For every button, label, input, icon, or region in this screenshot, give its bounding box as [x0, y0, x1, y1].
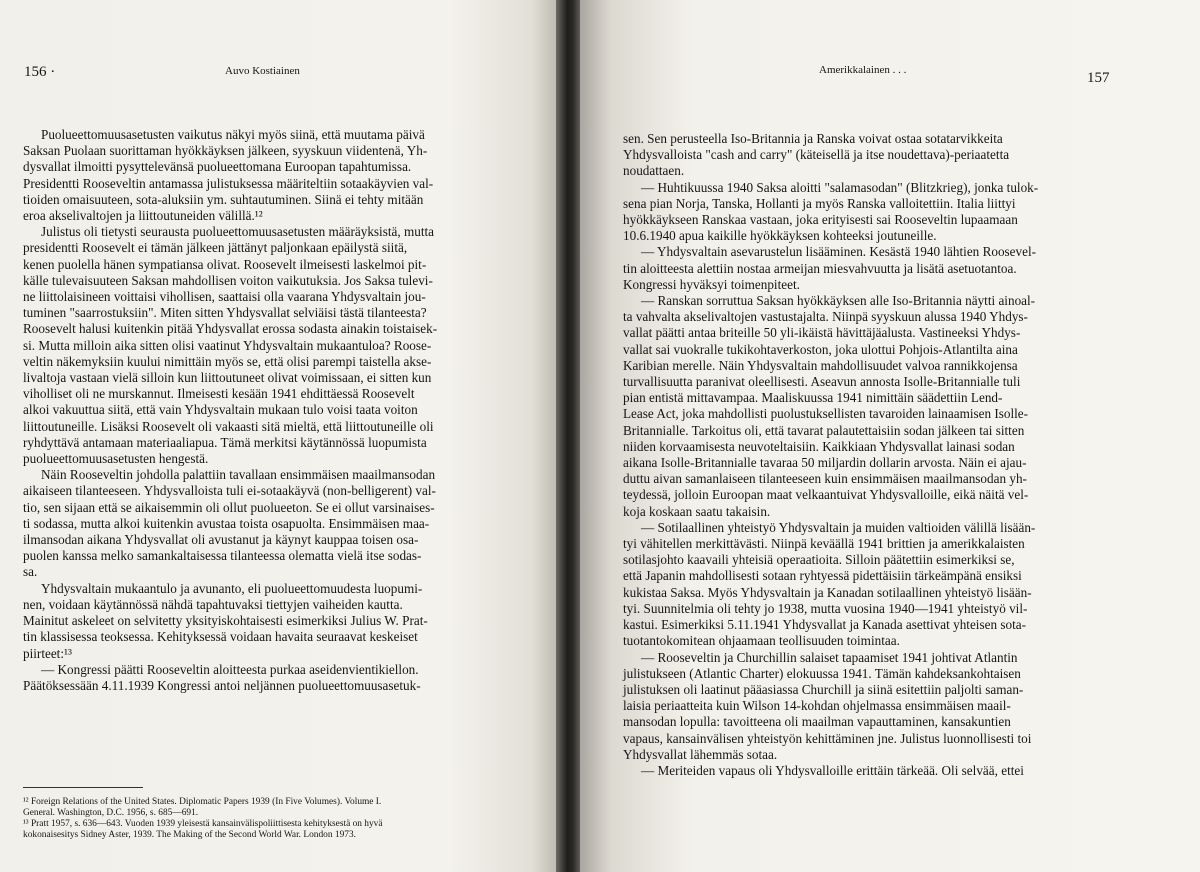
text-line: veltin näkemyksiin kuului nimittäin myös se, että olisi parempi taistella akse- — [23, 353, 432, 369]
text-line: vallat päätti antaa briteille 50 yli-ikäistä hävittäjäalusta. Vastineeksi Yhdys- — [623, 325, 1021, 341]
text-line: noudattaen. — [623, 163, 685, 179]
text-line: Yhdysvaltain mukaantulo ja avunanto, eli puolueettomuudesta luopumi- — [41, 580, 423, 596]
text-line: tyi. Suunnitelmia oli tehty jo 1938, mutta vuosina 1940—1941 yhteistyö vil- — [623, 600, 1028, 616]
footnote-line: kokonaisesitys Sidney Aster, 1939. The Making of the Second World War. London 1973. — [23, 830, 356, 840]
text-line: — Yhdysvaltain asevarustelun lisääminen. Kesästä 1940 lähtien Roosevel- — [641, 244, 1037, 260]
text-line: piirteet:¹³ — [23, 645, 72, 661]
text-line: — Kongressi päätti Rooseveltin aloitteesta purkaa aseidenvientikiellon. — [41, 661, 419, 677]
text-line: — Sotilaallinen yhteistyö Yhdysvaltain ja muiden valtioiden välillä lisään- — [641, 519, 1036, 535]
text-line: — Ranskan sorruttua Saksan hyökkäyksen alle Iso-Britannia näytti ainoal- — [641, 293, 1036, 309]
text-line: sena pian Norja, Tanska, Hollanti ja myös Ranska valloitettiin. Italia liittyi — [623, 195, 1016, 211]
text-line: — Rooseveltin ja Churchillin salaiset tapaamiset 1941 johtivat Atlantin — [641, 649, 1018, 665]
text-line: nen, voidaan käytännössä nähdä tapahtuvaksi tiettyjen vaiheiden kautta. — [23, 596, 403, 612]
text-line: teydessä, jolloin Euroopan maat velkaantuivat Yhdysvalloille, eikä näitä vel- — [623, 487, 1029, 503]
text-line: Karibian merelle. Näin Yhdysvaltain mahdollisuudet valvoa rannikkojensa — [623, 357, 1018, 373]
text-line: laisia periaatteita kuin Wilson 14-kohdan ohjelmassa ensimmäisen maail- — [623, 698, 1011, 714]
text-line: Puolueettomuusasetusten vaikutus näkyi myös siinä, että muutama päivä — [41, 127, 425, 142]
text-line: ne liittolaisineen voittaisi vihollisen, saattaisi olla vaarana Yhdysvaltain jou- — [23, 289, 426, 305]
text-line: 10.6.1940 apua kaikille hyökkäyksen kohteeksi joutuneille. — [623, 228, 937, 244]
text-line: tioiden omaisuuteen, sota-aluksiin ym. suhtautuminen. Siinä ei tehty mitään — [23, 191, 424, 207]
text-line: tin klassisessa teoksessa. Kehityksessä voidaan havaita seuraavat keskeiset — [23, 629, 418, 645]
text-line: Näin Rooseveltin johdolla palattiin tavallaan ensimmäisen maailmansodan — [41, 467, 436, 483]
text-line: kenen puolella hänen sympatiansa olivat. Roosevelt ilmeisesti laskelmoi pit- — [23, 256, 427, 272]
footnote-rule — [23, 787, 143, 788]
right-page — [580, 0, 1200, 872]
text-line: sa. — [23, 564, 38, 580]
text-line: tuminen "saarrostuksiin". Miten sitten Yhdysvallat selviäisi tästä tilanteesta? — [23, 305, 427, 321]
text-line: Yhdysvallat lähemmäs sotaa. — [623, 746, 778, 762]
text-line: pian entistä mittavampaa. Maaliskuussa 1941 nimittäin säädettiin Lend- — [623, 390, 1003, 406]
text-line: kastui. Esimerkiksi 5.11.1941 Yhdysvallat ja Kanada asettivat yhteisen sota- — [623, 617, 1026, 633]
footnote-line: ¹³ Pratt 1957, s. 636—643. Vuoden 1939 yleisestä kansainvälispoliittisesta kehityksestä on hyvä — [23, 819, 383, 829]
text-line: ryhdyttävä antamaan materiaaliapua. Tämä merkitsi käytännössä luopumista — [23, 434, 427, 450]
text-line: Mainitut askeleet on selvitetty yksityiskohtaisesti esimerkiksi Julius W. Prat- — [23, 613, 428, 629]
text-line: Julistus oli tietysti seurausta puolueettomuusasetusten määräyksistä, mutta — [41, 224, 434, 240]
text-line: Kongressi hyväksyi toimenpiteet. — [623, 276, 800, 292]
text-line: mansodan lopulla: tavoitteena oli maailman vapauttaminen, kansakuntien — [623, 714, 1011, 730]
footnotes — [23, 797, 503, 841]
text-line: liittoutuneille. Lisäksi Roosevelt oli vakaasti sitä mieltä, että liittoutuneille oli — [23, 418, 434, 434]
text-line: aikaiseen tilanteeseen. Yhdysvalloista tuli ei-sotaakäyvä (non-belligerent) val- — [23, 483, 436, 499]
text-line: vallat sai vuokralle tukikohtaverkoston, joka ulottui Pohjois-Atlantilta aina — [623, 341, 1018, 357]
text-line: ta vahvalta akselivaltojen vastustajalta. Niinpä syyskuun alussa 1940 Yhdys- — [623, 309, 1028, 325]
text-line: puolen kanssa melko samankaltaisessa tilanteessa olematta vielä itse sodas- — [23, 548, 422, 564]
text-line: Lease Act, joka mahdollisti puolustuksellisten tavaroiden lainaamisen Isolle- — [623, 406, 1029, 422]
text-line: turvallisuutta paranivat oleellisesti. Aseavun annosta Isolle-Britannialle tuli — [623, 374, 1021, 390]
text-line: julistuksen oli laatinut pääasiassa Churchill ja siinä esitettiin paljolti saman- — [623, 681, 1024, 697]
running-head: Auvo Kostiainen — [225, 65, 300, 77]
text-line: Britannialle. Tarkoitus oli, että tavarat palautettaisiin sodan jälkeen tai sitten — [623, 422, 1025, 438]
text-line: presidentti Roosevelt ei tämän jälkeen jättänyt paljonkaan epäilystä siitä, — [23, 240, 408, 256]
text-line: tyi vähitellen merkittävästi. Niinpä keväällä 1941 brittien ja amerikkalaisten — [623, 536, 1025, 552]
text-line: Saksan Puolaan suorittaman hyökkäyksen jälkeen, syyskuun viidentenä, Yh- — [23, 143, 428, 159]
text-line: tuotantokomitean ohjaamaan teollisuuden toimintaa. — [623, 633, 900, 649]
text-line: koja koskaan saatu takaisin. — [623, 503, 771, 519]
footnote-line: General. Washington, D.C. 1956, s. 685—691. — [23, 808, 199, 818]
footnote-line: ¹² Foreign Relations of the United States. Diplomatic Papers 1939 (In Five Volumes). Volume I. — [23, 797, 382, 807]
text-line: eroa akselivaltojen ja liittoutuneiden välillä.¹² — [23, 208, 263, 224]
text-line: — Meriteiden vapaus oli Yhdysvalloille erittäin tärkeää. Oli selvää, ettei — [641, 762, 1024, 778]
text-line: puolueettomuusasetusten hengestä. — [23, 451, 209, 467]
text-line: — Huhtikuussa 1940 Saksa aloitti "salamasodan" (Blitzkrieg), jonka tulok- — [641, 179, 1039, 195]
text-line: tin aloitteesta alettiin nostaa armeijan miesvahvuutta ja lisätä asetuotantoa. — [623, 260, 1017, 276]
text-line: tio, sen sijaan että se aikaisemmin oli ollut puolueeton. Se ei ollut varsinaises- — [23, 499, 435, 515]
text-line: duttu aivan samanlaiseen tilanteeseen kuin ensimmäisen maailmansodan yh- — [623, 471, 1027, 487]
text-line: ilmansodan aikana Yhdysvallat oli avustanut ja käynyt kauppaa toisen osa- — [23, 532, 419, 548]
running-head: Amerikkalainen . . . — [819, 64, 907, 76]
text-line: vapaus, kansainvälisen yhteistyön kehittäminen jne. Julistus luonnollisesti toi — [623, 730, 1032, 746]
text-line: hyökkäykseen Ranskaa vastaan, joka erityisesti sai Rooseveltin lupaamaan — [623, 212, 1018, 228]
text-line: källe tulevaisuuteen Saksan mahdollisen voiton vaikutuksia. Jos Saksa tulevi- — [23, 272, 433, 288]
text-line: julistukseen (Atlantic Charter) elokuussa 1941. Tämän kahdeksankohtaisen — [623, 665, 1021, 681]
text-line: ti sodassa, mutta alkoi kuitenkin avustaa toista osapuolta. Ensimmäisen maa- — [23, 515, 430, 531]
text-line: dysvallat ilmoitti pysyttelevänsä puolueettomana Euroopan tapahtumissa. — [23, 159, 412, 175]
text-line: si. Mutta milloin aika sitten olisi vaatinut Yhdysvaltain mukaantuloa? Roose- — [23, 337, 432, 353]
text-line: Yhdysvalloista "cash and carry" (käteisellä ja itse noudettava)-periaatetta — [623, 147, 1010, 163]
text-line: livaltoja vastaan vielä silloin kun liittoutuneet olivat voimissaan, ei sitten kun — [23, 370, 432, 386]
text-line: alkoi vakuuttua siitä, että vain Yhdysvaltain mukaan tulo voisi taata voiton — [23, 402, 418, 418]
text-line: Roosevelt halusi kuitenkin pitää Yhdysvallat erossa sodasta ainakin toistaisek- — [23, 321, 438, 337]
left-page — [0, 0, 560, 872]
text-line: viholliset oli ne murskannut. Ilmeisesti kesään 1941 ehdittäessä Roosevelt — [23, 386, 415, 402]
text-line: niiden korvaamisesta neuvoteltaisiin. Kaikkiaan Yhdysvallat lainasi sodan — [623, 438, 1015, 454]
text-line: Päätöksessään 4.11.1939 Kongressi antoi neljännen puolueettomuusasetuk- — [23, 677, 421, 693]
text-line: sen. Sen perusteella Iso-Britannia ja Ranska voivat ostaa sotatarvikkeita — [623, 131, 1003, 146]
text-line: aikana Isolle-Britannialle tavaraa 50 miljardin dollarin arvosta. Näin ei ajau- — [623, 455, 1027, 471]
page-number: 156 · — [24, 64, 56, 80]
page-number: 157 — [1087, 70, 1110, 86]
body-text — [23, 127, 503, 694]
text-line: että Japanin mahdollisesti sotaan ryhtyessä pidettäisiin tärkeämpänä ensiksi — [623, 568, 1022, 584]
text-line: Presidentti Rooseveltin antamassa julistuksessa määriteltiin sotaakäyvien val- — [23, 175, 434, 191]
body-text — [623, 131, 1093, 779]
text-line: kukistaa Saksa. Myös Yhdysvaltain ja Kanadan sotilaallinen yhteistyö lisään- — [623, 584, 1032, 600]
text-line: sotilasjohto kaavaili yhteisiä operaatioita. Silloin päätettiin esimerkiksi se, — [623, 552, 1015, 568]
